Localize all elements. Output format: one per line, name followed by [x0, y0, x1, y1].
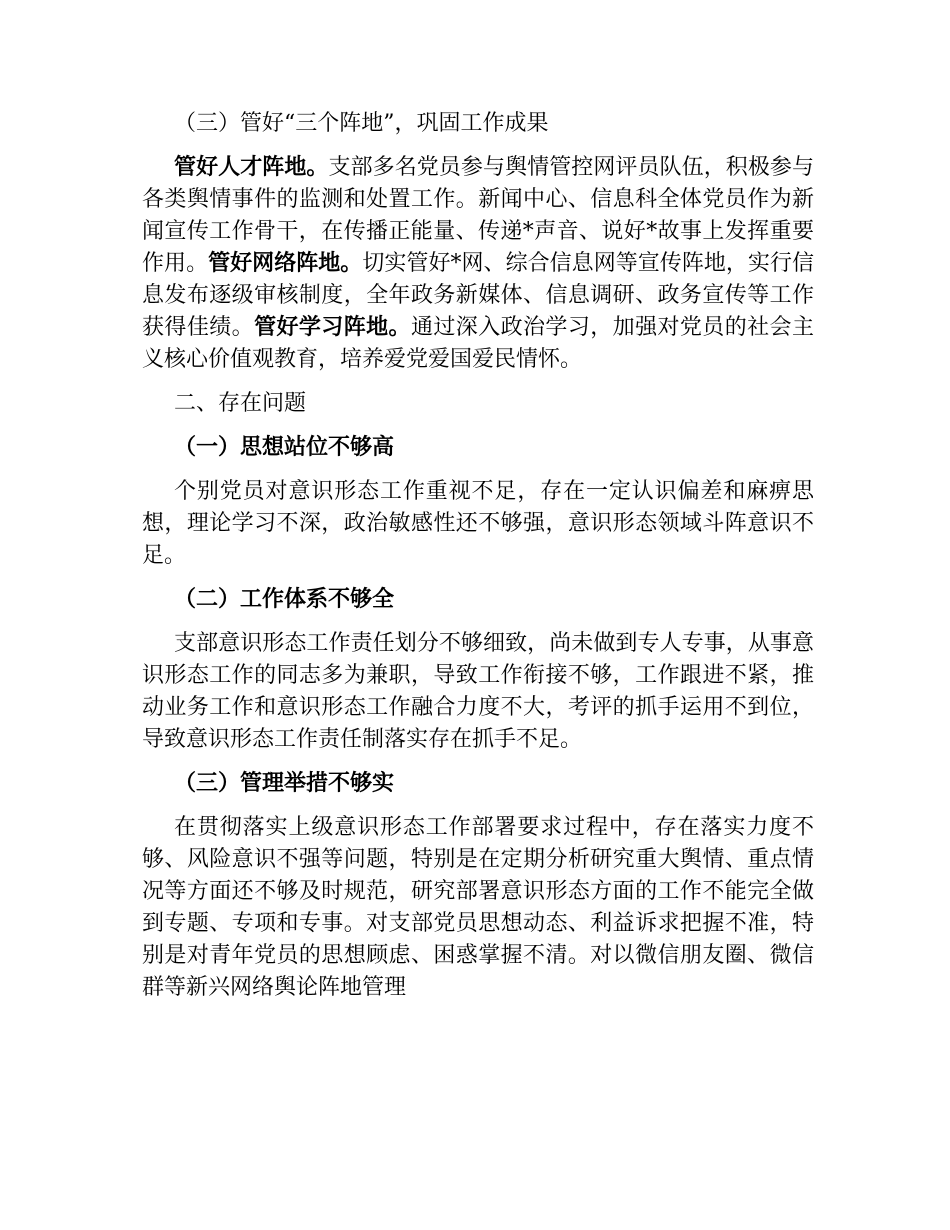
bold-talent-position: 管好人才阵地。: [174, 155, 329, 180]
text-network-position: 切实管好*网、综合信息网等宣传阵地，实行信息发布逐级审核制度，全年政务新媒体、信息调研、政务宣传等工作获得佳绩。: [142, 251, 814, 340]
sub-3-heading: （三）管理举措不够实: [174, 771, 395, 796]
paragraph-three-positions: [142, 152, 814, 376]
bold-network-position: 管好网络阵地。: [208, 251, 363, 276]
sub-1-heading: （一）思想站位不够高: [174, 435, 395, 460]
part-2-heading: 二、存在问题: [174, 391, 307, 416]
text-learning-position: 通过深入政治学习，加强对党员的社会主义核心价值观教育，培养爱党爱国爱民情怀。: [142, 315, 814, 372]
sub-2-heading: （二）工作体系不够全: [174, 587, 395, 612]
document-body: [142, 108, 814, 1016]
sub-1-paragraph: 个别党员对意识形态工作重视不足，存在一定认识偏差和麻痹思想，理论学习不深，政治敏感性还不够强，意识形态领域斗阵意识不足。: [142, 479, 814, 568]
text-talent-position: 支部多名党员参与舆情管控网评员队伍，积极参与各类舆情事件的监测和处置工作。新闻中心、信息科全体党员作为新闻宣传工作骨干，在传播正能量、传递*声音、说好*故事上发挥重要作用。: [142, 155, 814, 276]
sub-2-paragraph: 支部意识形态工作责任划分不够细致，尚未做到专人专事，从事意识形态工作的同志多为兼职，导致工作衔接不够，工作跟进不紧，推动业务工作和意识形态工作融合力度不大，考评的抓手运用不到位，导致意识形态工作责任制落实存在抓手不足。: [142, 631, 814, 752]
sub-3-paragraph: 在贯彻落实上级意识形态工作部署要求过程中，存在落实力度不够、风险意识不强等问题，特别是在定期分析研究重大舆情、重点情况等方面还不够及时规范，研究部署意识形态方面的工作不能完全做到专题、专项和专事。对支部党员思想动态、利益诉求把握不准，特别是对青年党员的思想顾虑、困惑掌握不清。对以微信朋友圈、微信群等新兴网络舆论阵地管理: [142, 815, 814, 1000]
section-3-heading: （三）管好“三个阵地”，巩固工作成果: [174, 111, 549, 136]
bold-learning-position: 管好学习阵地。: [254, 315, 411, 340]
